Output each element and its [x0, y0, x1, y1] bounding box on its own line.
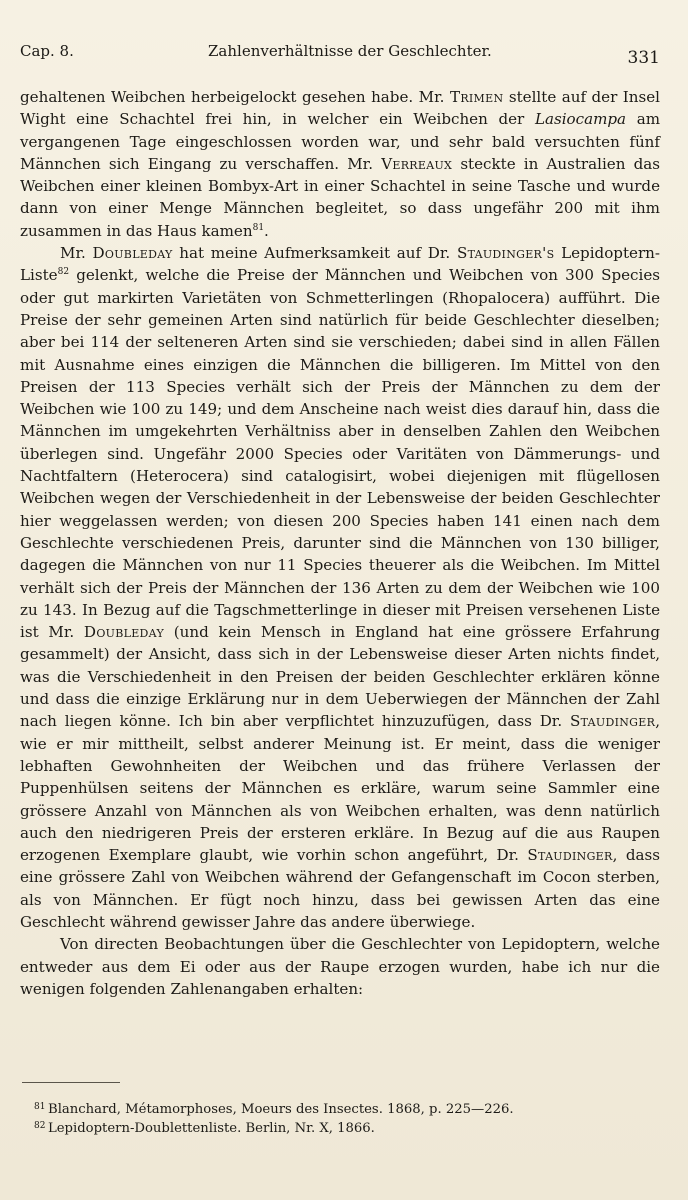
person-name: Verreaux	[381, 154, 453, 173]
text-run: am vergangenen Tage eingeschlossen worden war, und sehr bald versuchten fünf Männchen sich Eingang zu verschaffen. Mr.	[20, 110, 661, 173]
footnote-mark: 82	[34, 1121, 46, 1131]
text-run: gelenkt, welche die Preise der Männchen und Weibchen von 300 Species oder gut markirten Varietäten von Schmetterlingen (Rhopalocera) aufführt. Die Preise der sehr gemeinen Arten sind natürlich für beide Geschlechter dieselben; aber bei 114 der selteneren Arten sind sie verschieden; dabei sind in allen Fällen mit Ausnahme eines einzigen die Männchen die billigeren. Im Mittel von den Preisen der 113 Species verhält sich der Preis der Männchen zu dem der Weibchen wie 100 zu 149; und dem Anscheine nach weist dies darauf hin, dass die Männchen im umgekehrten Verhältniss aber in denselben Zahlen den Weibchen überlegen sind. Ungefähr 2000 Species oder Varitäten von Dämmerungs- und Nachtfaltern (Heterocera) sind catalogisirt, wobei diejenigen mit flügellosen Weibchen wegen der Verschiedenheit in der Lebensweise der beiden Geschlechter hier weggelassen werden; von diesen 200 Species haben 141 einen nach dem Geschlechte verschiedenen Preis, darunter sind die Männchen von 130 billiger, dagegen die Männchen von nur 11 Species theuerer als die Weibchen. Im Mittel verhält sich der Preis der Männchen der 136 Arten zu dem der Weibchen wie 100 zu 143. In Bezug auf die Tagschmetterlinge in dieser mit Preisen versehenen Liste ist Mr.	[20, 266, 660, 642]
footnote-ref: 81	[252, 222, 265, 233]
genus-name: Lasiocampa	[534, 110, 627, 129]
person-name: Staudinger's	[456, 244, 555, 263]
text-run: gehaltenen Weibchen herbeigelockt gesehen habe. Mr.	[20, 88, 450, 106]
footnote-ref: 82	[57, 267, 70, 278]
text-run: , wie er mir mittheilt, selbst anderer Meinung ist. Er meint, dass die weniger lebhaften Gewohnheiten der Weibchen und das frühere Verlassen der Puppenhülsen seitens der Männchen es erkläre, warum seine Sammler eine grössere Anzahl von Männchen als von Weibchen erhalten, was denn natürlich auch den niedrigeren Preis der ersteren erkläre. In Bezug auf die aus Raupen erzogenen Exemplare glaubt, wie vorhin schon angeführt, Dr.	[20, 712, 660, 865]
text-run: stellte auf der Insel Wight eine Schachtel frei hin, in welcher ein Weibchen der	[20, 88, 660, 129]
footnote-mark: 81	[34, 1102, 46, 1112]
person-name: Staudinger	[527, 846, 613, 865]
footnote	[20, 1100, 660, 1119]
person-name: Staudinger	[570, 712, 656, 731]
text-run: , dass eine grössere Zahl von Weibchen während der Gefangenschaft im Cocon sterben, als von Männchen. Er fügt noch hinzu, dass bei gewissen Arten das eine Geschlecht während gewisser Jahre das andere überwiege.	[20, 846, 660, 931]
page-body	[20, 86, 660, 1000]
person-name: Doubleday	[83, 623, 165, 642]
text-run: Mr.	[60, 244, 93, 263]
footnote-text: Lepidoptern-Doublettenliste. Berlin, Nr. X, 1866.	[48, 1121, 375, 1136]
person-name: Doubleday	[92, 244, 173, 263]
chapter-label: Cap. 8.	[20, 42, 74, 60]
page-number: 331	[627, 48, 660, 68]
footnote	[20, 1119, 660, 1138]
text-run: (und kein Mensch in England hat eine grössere Erfahrung gesammelt) der Ansicht, dass sich in der Lebensweise dieser Arten nichts findet, was die Verschiedenheit in den Preisen der beiden Geschlechter erklären könne und dass die einzige Erklärung nur in dem Ueberwiegen der Männchen der Zahl nach liegen könne. Ich bin aber verpflichtet hinzuzufügen, dass Dr.	[20, 623, 660, 731]
text-run: hat meine Aufmerksamkeit auf Dr.	[172, 244, 457, 263]
paragraph-2	[20, 242, 660, 933]
text-run: Lepidoptern-Liste	[20, 244, 660, 285]
footnote-divider	[22, 1082, 120, 1083]
text-run: steckte in Australien das Weibchen einer kleinen Bombyx-Art in einer Schachtel in seine Tasche und wurde dann von einer Menge Männchen begleitet, so dass ungefähr 200 mit ihm zusammen in das Haus kamen	[20, 154, 660, 240]
footnotes	[20, 1100, 660, 1138]
text-run: .	[264, 221, 269, 240]
person-name: Trimen	[449, 88, 504, 106]
footnote-text: Blanchard, Métamorphoses, Moeurs des Insectes. 1868, p. 225—226.	[48, 1102, 514, 1117]
paragraph-3	[20, 933, 660, 1000]
text-run: Von directen Beobachtungen über die Geschlechter von Lepidoptern, welche entweder aus dem Ei oder aus der Raupe erzogen wurden, habe ich nur die wenigen folgenden Zahlenangaben erhalten:	[20, 935, 660, 998]
running-title: Zahlenverhältnisse der Geschlechter.	[208, 42, 492, 60]
page-header	[20, 42, 660, 70]
paragraph-1	[20, 86, 660, 242]
